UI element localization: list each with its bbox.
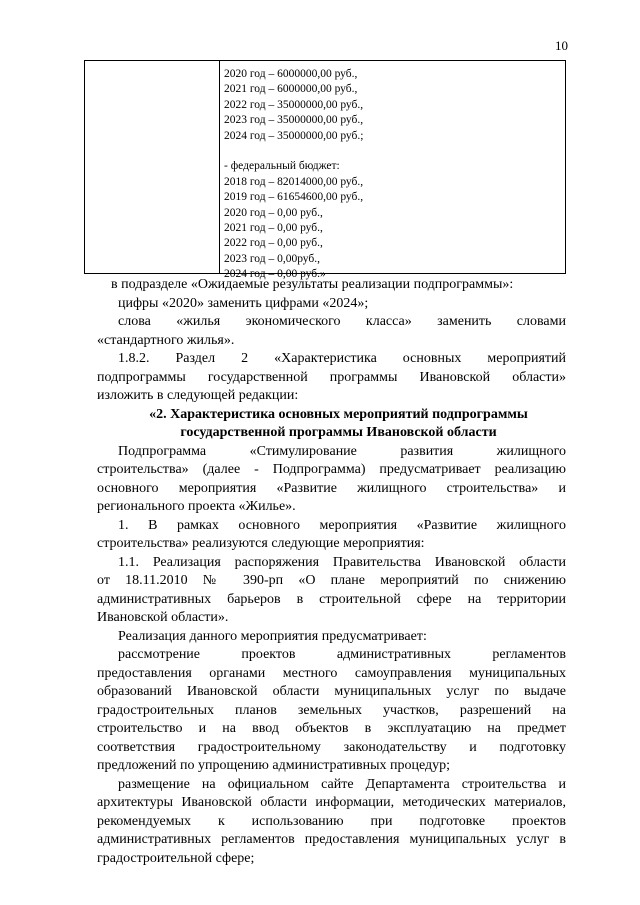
- text-line: 1.8.2. Раздел 2 «Характеристика основных мероприятий: [118, 351, 566, 366]
- text-line: строительства» реализуются следующие мероприятия:: [97, 536, 425, 551]
- section-heading: «2. Характеристика основных мероприятий подпрограммы: [149, 406, 528, 422]
- table-line: 2022 год – 0,00 руб.,: [224, 237, 323, 250]
- page-number: 10: [555, 38, 568, 53]
- text-line: слова «жилья экономического класса» заменить словами: [118, 314, 566, 329]
- text-line: строительства» (далее - Подпрограмма) предусматривает реализацию: [97, 462, 566, 477]
- text-line: градостроительной сфере;: [97, 850, 255, 866]
- text-line: архитектуры Ивановской области информации, методических материалов,: [97, 795, 566, 810]
- table-line: 2021 год – 6000000,00 руб.,: [224, 83, 358, 96]
- text-line: рекомендуемых к использованию при подготовке проектов: [97, 813, 566, 829]
- table-line: 2023 год – 0,00руб.,: [224, 252, 320, 265]
- text-line: 1. В рамках основного мероприятия «Развитие жилищного: [118, 517, 566, 533]
- text-line: градостроительных планов земельных участков, разрешений на: [97, 702, 566, 718]
- text-line: Подпрограмма «Стимулирование развития жилищного: [118, 443, 566, 459]
- table-empty-cell: [85, 61, 220, 273]
- text-line: административных барьеров в строительной сфере на территории: [97, 591, 566, 607]
- text-line: подпрограммы государственной программы Ивановской области»: [97, 369, 566, 385]
- text-line: в подразделе «Ожидаемые результаты реализации подпрограммы»:: [111, 277, 514, 292]
- table-funding-cell: [220, 61, 565, 281]
- text-line: рассмотрение проектов административных регламентов: [118, 647, 566, 662]
- table-line: 2022 год – 35000000,00 руб.,: [224, 98, 364, 111]
- table-line: 2023 год – 35000000,00 руб.,: [224, 114, 364, 127]
- funding-table: [84, 60, 566, 281]
- table-line: 2020 год – 6000000,00 руб.,: [224, 68, 358, 80]
- text-line: Реализация данного мероприятия предусматривает:: [118, 628, 427, 644]
- table-line: 2024 год – 0,00 руб.»: [224, 268, 326, 281]
- text-line: регионального проекта «Жилье».: [97, 499, 296, 514]
- text-line: предложений по упрощению административных процедур;: [97, 758, 451, 773]
- text-line: предоставления органами местного самоуправления муниципальных: [97, 665, 566, 681]
- text-line: образований Ивановской области муниципальных услуг по выдаче: [97, 684, 566, 699]
- table-line: 2021 год – 0,00 руб.,: [224, 222, 323, 235]
- text-line: основного мероприятия «Развитие жилищного строительства» и: [97, 480, 566, 496]
- text-line: цифры «2020» заменить цифрами «2024»;: [118, 295, 369, 311]
- section-heading: государственной программы Ивановской области: [180, 425, 497, 440]
- text-line: «стандартного жилья».: [97, 332, 235, 348]
- text-line: соответствия градостроительному законодательству и подготовку: [97, 739, 566, 755]
- table-line: 2019 год – 61654600,00 руб.,: [224, 191, 364, 204]
- table-line: 2024 год – 35000000,00 руб.;: [224, 129, 364, 142]
- federal-budget-label: - федеральный бюджет:: [224, 160, 340, 173]
- text-line: строительство и на ввод объектов в эксплуатацию на предмет: [97, 721, 566, 736]
- text-line: 1.1. Реализация распоряжения Правительства Ивановской области: [118, 554, 566, 570]
- document-body: [97, 276, 566, 868]
- text-line: Ивановской области».: [97, 610, 229, 625]
- text-line: административных регламентов предоставления муниципальных услуг в: [97, 832, 566, 847]
- table-line: 2018 год – 82014000,00 руб.,: [224, 175, 364, 188]
- text-line: от 18.11.2010 № 390-рп «О плане мероприятий по снижению: [97, 573, 566, 588]
- text-line: изложить в следующей редакции:: [97, 388, 299, 403]
- table-line: 2020 год – 0,00 руб.,: [224, 206, 323, 219]
- text-line: размещение на официальном сайте Департамента строительства и: [118, 776, 566, 792]
